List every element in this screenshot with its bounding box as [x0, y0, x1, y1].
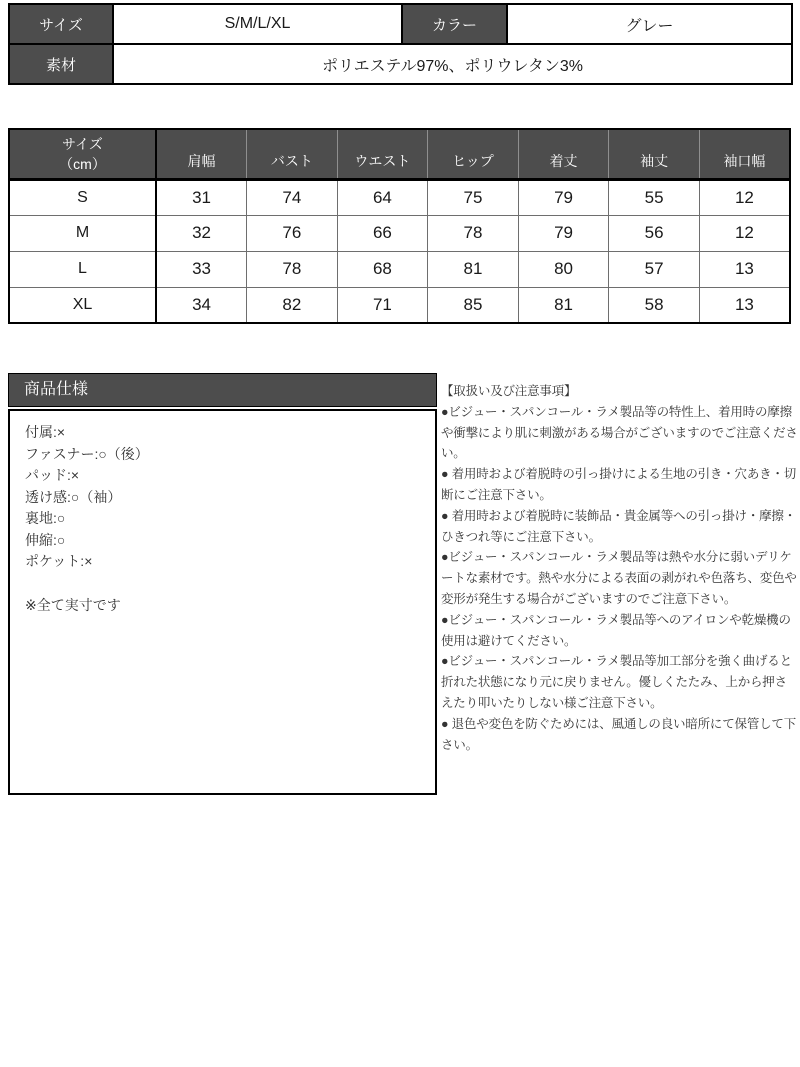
table-cell: 74	[247, 179, 338, 215]
table-cell: 75	[428, 179, 519, 215]
table-cell: 32	[156, 215, 247, 251]
row-size-cell: S	[9, 179, 156, 215]
size-chart-corner-cell	[9, 129, 156, 179]
handling-notes-title: 【取扱い及び注意事項】	[441, 384, 577, 398]
spec-item-fastener: ファスナー:○（後）	[25, 445, 149, 462]
column-header-length: 着丈	[518, 129, 609, 179]
spec-item-sheerness: 透け感:○（袖）	[25, 488, 122, 505]
color-value-cell: グレー	[507, 4, 792, 44]
spec-item-stretch: 伸縮:○	[25, 531, 66, 548]
table-cell: 12	[699, 179, 790, 215]
product-info-row-size-color	[9, 4, 792, 44]
size-chart-row-xl	[9, 287, 790, 323]
table-cell: 12	[699, 215, 790, 251]
table-cell: 78	[428, 215, 519, 251]
color-label-cell: カラー	[402, 4, 507, 44]
table-cell: 57	[609, 251, 700, 287]
size-chart-row-s	[9, 179, 790, 215]
product-spec-section	[8, 373, 437, 795]
table-cell: 13	[699, 251, 790, 287]
column-header-hip: ヒップ	[428, 129, 519, 179]
size-chart-row-m	[9, 215, 790, 251]
table-cell: 68	[337, 251, 428, 287]
table-cell: 31	[156, 179, 247, 215]
corner-line2: （cm）	[59, 155, 106, 172]
table-cell: 13	[699, 287, 790, 323]
spec-note: ※全て実寸です	[25, 596, 121, 613]
table-cell: 82	[247, 287, 338, 323]
table-cell: 79	[518, 179, 609, 215]
table-cell: 85	[428, 287, 519, 323]
table-cell: 81	[518, 287, 609, 323]
product-info-row-material	[9, 44, 792, 84]
spec-item-pocket: ポケット:×	[25, 553, 93, 569]
product-info-table	[8, 3, 793, 85]
table-cell: 55	[609, 179, 700, 215]
handling-note-item: ● 退色や変色を防ぐためには、風通しの良い暗所にて保管して下さい。	[441, 716, 797, 752]
column-header-cuff: 袖口幅	[699, 129, 790, 179]
size-label-cell: サイズ	[9, 4, 113, 44]
material-label-cell: 素材	[9, 44, 113, 84]
size-chart-row-l	[9, 251, 790, 287]
size-value-cell: S/M/L/XL	[113, 4, 402, 44]
table-cell: 56	[609, 215, 700, 251]
row-size-cell: M	[9, 215, 156, 251]
table-cell: 71	[337, 287, 428, 323]
row-size-cell: L	[9, 251, 156, 287]
spec-item-accessory: 付属:×	[25, 424, 66, 440]
row-size-cell: XL	[9, 287, 156, 323]
table-cell: 33	[156, 251, 247, 287]
table-cell: 34	[156, 287, 247, 323]
handling-note-item: ● 着用時および着脱時に装飾品・貴金属等への引っ掛け・摩擦・ひきつれ等にご注意下さい。	[441, 508, 797, 544]
table-cell: 78	[247, 251, 338, 287]
corner-line1: サイズ	[62, 135, 103, 152]
column-header-shoulder: 肩幅	[156, 129, 247, 179]
table-cell: 79	[518, 215, 609, 251]
column-header-waist: ウエスト	[337, 129, 428, 179]
material-value-cell: ポリエステル97%、ポリウレタン3%	[113, 44, 792, 84]
handling-note-item: ●ビジュー・スパンコール・ラメ製品等の特性上、着用時の摩擦や衝撃により肌に刺激がある場合がございますのでご注意ください。	[441, 404, 798, 461]
handling-note-item: ●ビジュー・スパンコール・ラメ製品等へのアイロンや乾燥機の使用は避けてください。	[441, 612, 791, 648]
handling-notes-section	[441, 381, 798, 755]
size-chart-header-row	[9, 129, 790, 179]
product-spec-title: 商品仕様	[8, 373, 437, 407]
table-cell: 64	[337, 179, 428, 215]
spec-item-pad: パッド:×	[25, 467, 80, 483]
handling-note-item: ●ビジュー・スパンコール・ラメ製品等加工部分を強く曲げると折れた状態になり元に戻りません。優しくたたみ、上から押さえたり叩いたりしない様ご注意下さい。	[441, 654, 792, 710]
column-header-bust: バスト	[247, 129, 338, 179]
table-cell: 81	[428, 251, 519, 287]
spec-item-lining: 裏地:○	[25, 510, 66, 526]
table-cell: 66	[337, 215, 428, 251]
handling-note-item: ● 着用時および着脱時の引っ掛けによる生地の引き・穴あき・切断にご注意下さい。	[441, 467, 797, 502]
column-header-sleeve: 袖丈	[609, 129, 700, 179]
size-chart-table	[8, 128, 791, 324]
table-cell: 76	[247, 215, 338, 251]
table-cell: 80	[518, 251, 609, 287]
table-cell: 58	[609, 287, 700, 323]
handling-note-item: ●ビジュー・スパンコール・ラメ製品等は熱や水分に弱いデリケートな素材です。熱や水分による表面の剥がれや色落ち、変色や変形が発生する場合がございますのでご注意下さい。	[441, 550, 797, 606]
product-spec-body	[8, 409, 437, 795]
